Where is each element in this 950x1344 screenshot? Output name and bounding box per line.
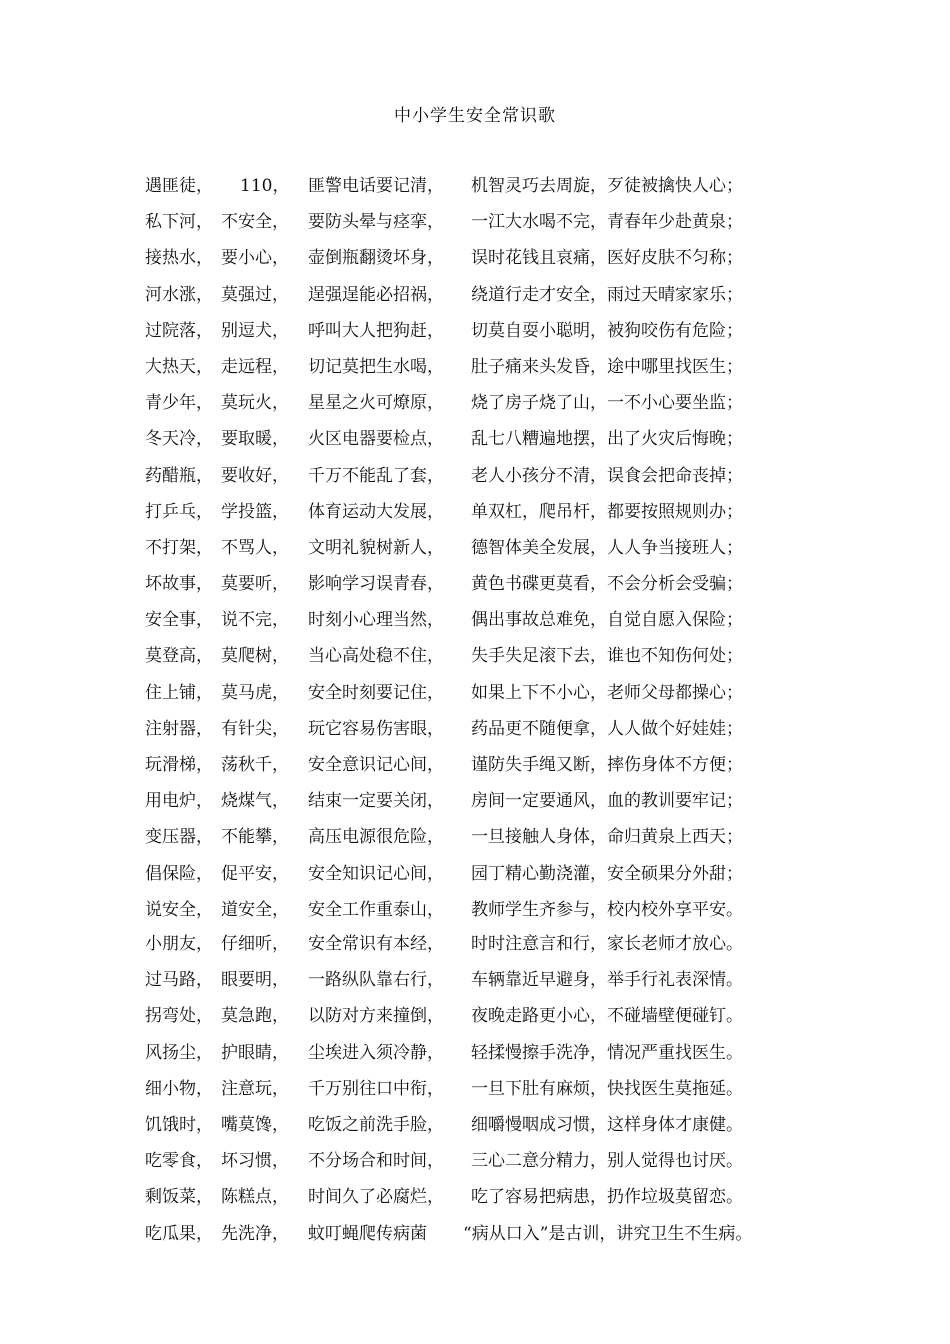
verse-line xyxy=(0,1216,950,1252)
verse-line xyxy=(0,998,950,1034)
verse-phrase-2: 陈糕点， xyxy=(221,1187,289,1208)
verse-line xyxy=(0,926,950,962)
verse-phrase-3: 要防头晕与痉挛， xyxy=(308,212,444,233)
verse-phrase-2: 嘴莫馋， xyxy=(221,1114,289,1135)
verse-phrase-2: 走远程， xyxy=(221,356,289,377)
verse-line xyxy=(0,240,950,276)
verse-phrase-1: 住上铺， xyxy=(145,682,213,703)
verse-line xyxy=(0,1107,950,1143)
verse-phrase-2: 学投篮， xyxy=(221,501,289,522)
verse-phrase-3: 高压电源很危险， xyxy=(308,827,444,848)
verse-phrase-2: 要取暖， xyxy=(221,429,289,450)
verse-phrase-2: 莫要听， xyxy=(221,574,289,595)
verse-phrase-2: 护眼睛， xyxy=(221,1042,289,1063)
verse-phrase-2: 眼要明， xyxy=(221,970,289,991)
verse-line xyxy=(0,168,950,204)
verse-phrase-3: 时刻小心理当然， xyxy=(308,610,444,631)
verse-phrase-2: 荡秋千， xyxy=(221,755,289,775)
verse-phrase-2: 道安全， xyxy=(221,899,289,920)
verse-phrase-2: 莫马虎， xyxy=(221,682,289,703)
verse-phrase-3: 以防对方来撞倒， xyxy=(308,1006,444,1027)
verse-phrase-4: 夜晚走路更小心，不碰墙壁便碰钉。 xyxy=(471,1006,743,1027)
verse-phrase-3: 千万不能乱了套， xyxy=(308,465,444,486)
verse-phrase-4: 一旦下肚有麻烦，快找医生莫拖延。 xyxy=(471,1078,743,1099)
verse-phrase-3: 安全时刻要记住， xyxy=(308,682,444,703)
verse-phrase-1: 饥饿时， xyxy=(145,1114,213,1135)
verse-phrase-4: 如果上下不小心，老师父母都操心； xyxy=(471,682,743,703)
verse-line xyxy=(0,1143,950,1179)
verse-phrase-2: 莫强过， xyxy=(221,284,289,305)
verse-phrase-3: 当心高处稳不住， xyxy=(308,646,444,667)
verse-phrase-1: 青少年， xyxy=(145,393,213,414)
verse-line xyxy=(0,313,950,349)
verse-phrase-1: 药醋瓶， xyxy=(145,465,213,486)
verse-line xyxy=(0,277,950,313)
verse-line xyxy=(0,530,950,566)
verse-phrase-4: 偶出事故总难免，自觉自愿入保险； xyxy=(471,610,743,631)
verse-phrase-4: 一江大水喝不完，青春年少赴黄泉； xyxy=(471,212,743,233)
verse-phrase-1: 注射器， xyxy=(145,718,213,739)
verse-phrase-3: 吃饭之前洗手脸， xyxy=(308,1114,444,1135)
verse-phrase-3: 尘埃进入须冷静， xyxy=(308,1042,444,1063)
verse-phrase-4: 车辆靠近早避身，举手行礼表深情。 xyxy=(471,970,743,991)
verse-line xyxy=(0,675,950,711)
verse-phrase-3: 文明礼貌树新人， xyxy=(308,537,444,558)
stanza-2 xyxy=(0,926,950,1252)
verse-phrase-3: 体育运动大发展， xyxy=(308,501,444,522)
verse-line xyxy=(0,819,950,855)
verse-phrase-2: 不骂人， xyxy=(221,537,289,558)
verse-phrase-2: 烧煤气， xyxy=(221,791,289,812)
verse-phrase-4: 时时注意言和行，家长老师才放心。 xyxy=(471,934,743,954)
verse-phrase-4: 三心二意分精力，别人觉得也讨厌。 xyxy=(471,1151,743,1172)
verse-phrase-2: 有针尖， xyxy=(221,718,289,739)
verse-phrase-1: 用电炉， xyxy=(145,791,213,812)
verse-phrase-2: 说不完， xyxy=(221,610,289,631)
verse-phrase-3: 切记莫把生水喝， xyxy=(308,356,444,377)
verse-phrase-3: 蚊叮蝇爬传病菌 xyxy=(308,1223,427,1244)
verse-line xyxy=(0,856,950,892)
verse-phrase-4: 黄色书碟更莫看，不会分析会受骗； xyxy=(471,574,743,595)
verse-phrase-4: 吃了容易把病患，扔作垃圾莫留恋。 xyxy=(471,1187,743,1208)
verse-line xyxy=(0,1035,950,1071)
verse-phrase-3: 安全常识有本经， xyxy=(308,934,444,954)
verse-phrase-2: 注意玩， xyxy=(221,1078,289,1099)
verse-phrase-1: 倡保险， xyxy=(145,863,213,884)
verse-phrase-4: 失手失足滚下去，谁也不知伤何处； xyxy=(471,646,743,667)
verse-line xyxy=(0,349,950,385)
verse-phrase-4: 药品更不随便拿，人人做个好娃娃； xyxy=(471,718,743,739)
verse-line xyxy=(0,747,950,783)
verse-phrase-2: 先洗净， xyxy=(221,1223,289,1244)
verse-phrase-2: 仔细听， xyxy=(221,934,289,954)
verse-phrase-1: 私下河， xyxy=(145,212,213,233)
verse-phrase-1: 风扬尘， xyxy=(145,1042,213,1063)
verse-phrase-3: 千万别往口中衔， xyxy=(308,1078,444,1099)
verse-phrase-3: 影响学习误青春， xyxy=(308,574,444,595)
verse-line xyxy=(0,458,950,494)
verse-phrase-3: 一路纵队靠右行， xyxy=(308,970,444,991)
verse-phrase-1: 说安全， xyxy=(145,899,213,920)
verse-phrase-2: 别逗犬， xyxy=(221,320,289,341)
verse-phrase-3: 玩它容易伤害眼， xyxy=(308,718,444,739)
verse-phrase-1: 莫登高， xyxy=(145,646,213,667)
verse-phrase-1: 不打架， xyxy=(145,537,213,558)
verse-phrase-2: 坏习惯， xyxy=(221,1151,289,1172)
verse-phrase-2: 不安全， xyxy=(221,212,289,233)
verse-phrase-4: 一旦接触人身体，命归黄泉上西天； xyxy=(471,827,743,848)
verse-phrase-1: 吃瓜果， xyxy=(145,1223,213,1244)
verse-line xyxy=(0,638,950,674)
verse-line xyxy=(0,602,950,638)
verse-line xyxy=(0,204,950,240)
verse-phrase-1: 剩饭菜， xyxy=(145,1187,213,1208)
verse-line xyxy=(0,421,950,457)
verse-phrase-4: 教师学生齐参与，校内校外享平安。 xyxy=(471,899,743,920)
verse-phrase-3: 匪警电话要记清， xyxy=(308,176,444,196)
verse-phrase-4: 切莫自耍小聪明，被狗咬伤有危险； xyxy=(471,320,743,341)
verse-phrase-4: 园丁精心勤浇灌，安全硕果分外甜； xyxy=(471,863,743,884)
verse-phrase-3: 星星之火可燎原， xyxy=(308,393,444,414)
verse-phrase-3: 呼叫大人把狗赶， xyxy=(308,320,444,341)
verse-phrase-1: 遇匪徒， xyxy=(145,176,213,196)
verse-line xyxy=(0,783,950,819)
verse-phrase-4: 乱七八糟遍地摆，出了火灾后悔晚； xyxy=(471,429,743,450)
verse-line xyxy=(0,385,950,421)
verse-phrase-4: “病从口入”是古训，讲究卫生不生病。 xyxy=(463,1223,753,1244)
verse-phrase-2: 莫急跑， xyxy=(221,1006,289,1027)
verse-phrase-1: 细小物， xyxy=(145,1078,213,1099)
verse-phrase-2: 促平安， xyxy=(221,863,289,884)
verse-phrase-4: 烧了房子烧了山，一不小心要坐监； xyxy=(471,393,743,414)
verse-phrase-4: 误时花钱且哀痛，医好皮肤不匀称； xyxy=(471,248,743,269)
verse-phrase-1: 河水涨， xyxy=(145,284,213,305)
verse-phrase-3: 安全知识记心间， xyxy=(308,863,444,884)
verse-line xyxy=(0,711,950,747)
verse-phrase-2: 110， xyxy=(240,176,290,196)
verse-line xyxy=(0,962,950,998)
verse-phrase-3: 不分场合和时间， xyxy=(308,1151,444,1172)
verse-phrase-4: 谨防失手绳又断，摔伤身体不方便； xyxy=(471,755,743,775)
verse-phrase-1: 拐弯处， xyxy=(145,1006,213,1027)
verse-phrase-1: 冬天冷， xyxy=(145,429,213,450)
verse-phrase-3: 结束一定要关闭， xyxy=(308,791,444,812)
verse-phrase-4: 单双杠，爬吊杆，都要按照规则办； xyxy=(471,501,743,522)
verse-phrase-1: 变压器， xyxy=(145,827,213,848)
verse-phrase-2: 莫爬树， xyxy=(221,646,289,667)
verse-phrase-3: 逞强逞能必招祸， xyxy=(308,284,444,305)
verse-phrase-4: 房间一定要通风，血的教训要牢记； xyxy=(471,791,743,812)
verse-phrase-4: 机智灵巧去周旋，歹徒被擒快人心； xyxy=(471,176,743,196)
verse-phrase-1: 小朋友， xyxy=(145,934,213,954)
page-title: 中小学生安全常识歌 xyxy=(394,106,556,126)
verse-phrase-2: 要收好， xyxy=(221,465,289,486)
verse-phrase-1: 过院落， xyxy=(145,320,213,341)
verse-phrase-1: 安全事， xyxy=(145,610,213,631)
verse-phrase-1: 接热水， xyxy=(145,248,213,269)
verse-line xyxy=(0,494,950,530)
stanza-1 xyxy=(0,168,950,928)
verse-phrase-1: 坏故事， xyxy=(145,574,213,595)
verse-phrase-3: 火区电器要检点， xyxy=(308,429,444,450)
verse-phrase-1: 大热天， xyxy=(145,356,213,377)
verse-line xyxy=(0,566,950,602)
verse-phrase-3: 时间久了必腐烂， xyxy=(308,1187,444,1208)
verse-line xyxy=(0,1071,950,1107)
verse-phrase-2: 莫玩火， xyxy=(221,393,289,414)
verse-phrase-2: 不能攀， xyxy=(221,827,289,848)
verse-line xyxy=(0,1179,950,1215)
verse-phrase-3: 壶倒瓶翻烫坏身， xyxy=(308,248,444,269)
verse-phrase-3: 安全意识记心间， xyxy=(308,755,444,775)
verse-phrase-1: 打乒乓， xyxy=(145,501,213,522)
verse-phrase-4: 肚子痛来头发昏，途中哪里找医生； xyxy=(471,356,743,377)
verse-line xyxy=(0,892,950,928)
verse-phrase-4: 细嚼慢咽成习惯，这样身体才康健。 xyxy=(471,1114,743,1135)
verse-phrase-4: 绕道行走才安全，雨过天晴家家乐； xyxy=(471,284,743,305)
verse-phrase-1: 过马路， xyxy=(145,970,213,991)
verse-phrase-1: 玩滑梯， xyxy=(145,755,213,775)
verse-phrase-2: 要小心， xyxy=(221,248,289,269)
verse-phrase-4: 老人小孩分不清，误食会把命丧掉； xyxy=(471,465,743,486)
verse-phrase-4: 德智体美全发展，人人争当接班人； xyxy=(471,537,743,558)
verse-phrase-4: 轻揉慢擦手洗净，情况严重找医生。 xyxy=(471,1042,743,1063)
verse-phrase-1: 吃零食， xyxy=(145,1151,213,1172)
verse-phrase-3: 安全工作重泰山， xyxy=(308,899,444,920)
